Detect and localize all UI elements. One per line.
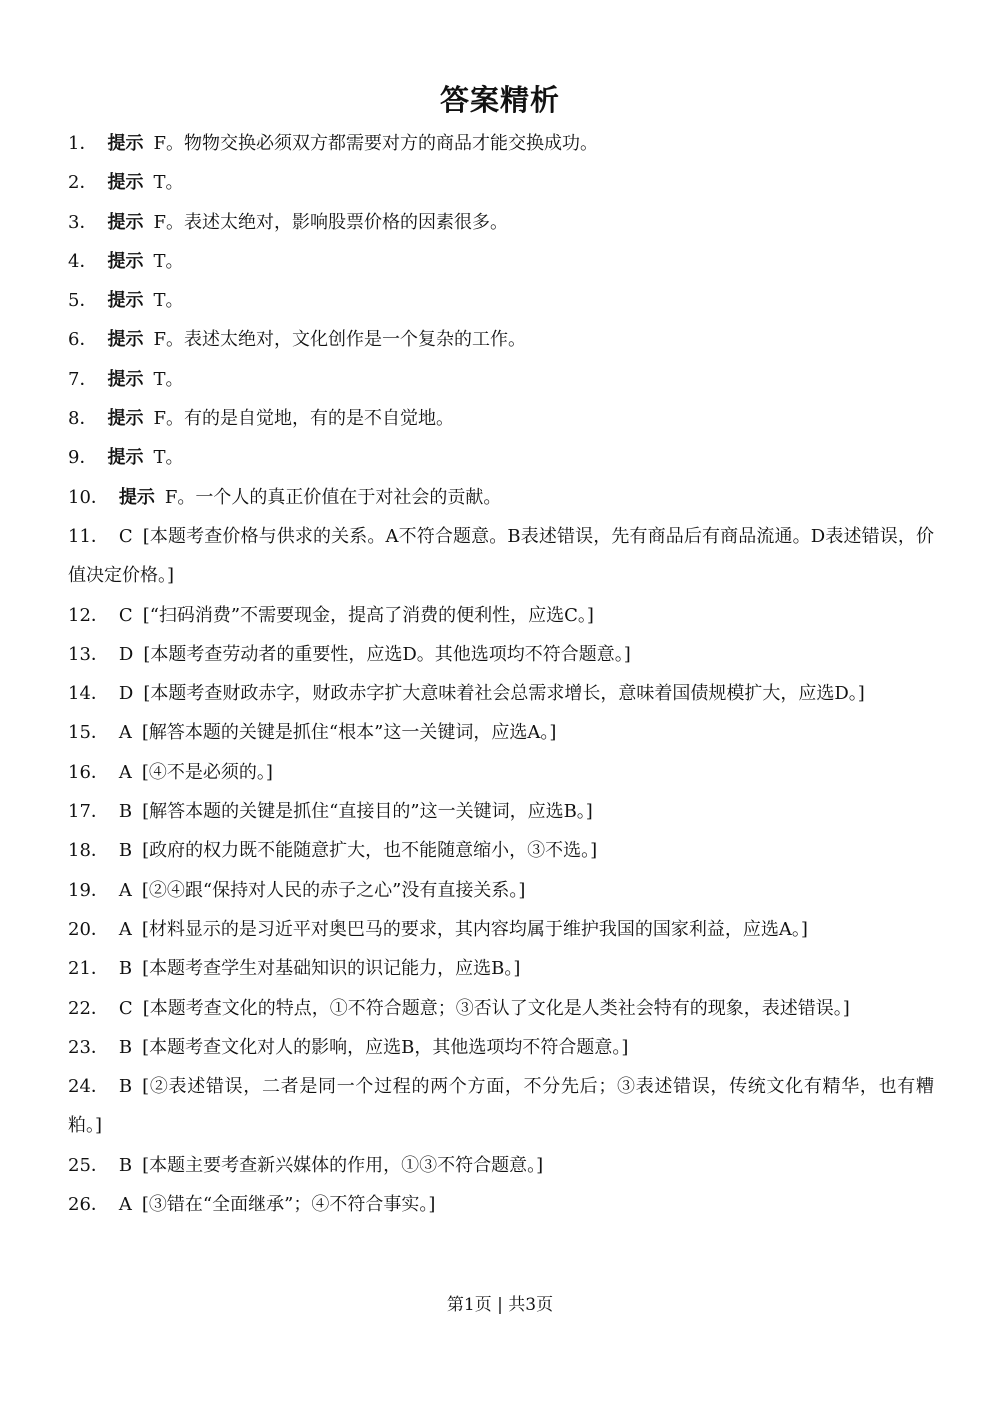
answer-text: F。表述太绝对，影响股票价格的因素很多。 — [153, 211, 508, 233]
item-number: 7． — [68, 368, 98, 390]
hint-label: 提示 — [107, 408, 144, 430]
answer-item — [68, 360, 934, 399]
answer-item — [68, 1146, 934, 1185]
answer-option: A — [118, 1194, 132, 1216]
answer-option: D — [118, 683, 134, 705]
answer-item — [68, 792, 934, 831]
explanation-text: [政府的权力既不能随意扩大，也不能随意缩小，③不选。] — [142, 840, 598, 862]
answer-item — [68, 517, 934, 596]
item-number: 9． — [68, 447, 98, 469]
hint-label: 提示 — [107, 211, 144, 233]
answer-text: F。有的是自觉地，有的是不自觉地。 — [153, 408, 454, 430]
explanation-text: [解答本题的关键是抓住“根本”这一关键词，应选A。] — [141, 722, 557, 744]
answer-option: B — [118, 1076, 133, 1098]
hint-label: 提示 — [118, 486, 155, 508]
item-number: 26． — [68, 1194, 109, 1216]
answer-item — [68, 1067, 934, 1146]
explanation-text: [解答本题的关键是抓住“直接目的”这一关键词，应选B。] — [142, 801, 593, 823]
answer-item — [68, 831, 934, 870]
answer-item — [68, 203, 934, 242]
item-number: 18． — [68, 840, 109, 862]
answer-option: B — [118, 840, 133, 862]
explanation-text: [③错在“全面继承”；④不符合事实。] — [141, 1194, 436, 1216]
item-number: 15． — [68, 722, 109, 744]
answer-option: B — [118, 1154, 133, 1176]
item-number: 20． — [68, 918, 109, 940]
answer-item — [68, 124, 934, 163]
answer-option: B — [118, 1036, 133, 1058]
item-number: 16． — [68, 761, 109, 783]
answer-option: D — [118, 643, 134, 665]
item-number: 25． — [68, 1154, 109, 1176]
answer-item — [68, 438, 934, 477]
answer-text: T。 — [153, 447, 184, 469]
answer-item — [68, 478, 934, 517]
answer-item — [68, 281, 934, 320]
answer-item — [68, 635, 934, 674]
answer-option: B — [118, 801, 133, 823]
answer-text: T。 — [153, 172, 184, 194]
explanation-text: [②④跟“保持对人民的赤子之心”没有直接关系。] — [141, 879, 526, 901]
answer-text: F。物物交换必须双方都需要对方的商品才能交换成功。 — [153, 133, 598, 154]
explanation-text: [本题考查学生对基础知识的识记能力，应选B。] — [142, 958, 521, 980]
answer-item — [68, 989, 934, 1028]
answer-item — [68, 674, 934, 713]
item-number: 24． — [68, 1076, 109, 1098]
item-number: 8． — [68, 408, 98, 430]
answer-item — [68, 949, 934, 988]
answer-item — [68, 713, 934, 752]
explanation-text: [本题考查价格与供求的关系。A不符合题意。B表述错误，先有商品后有商品流通。D表述错误，价值决定价格。] — [68, 525, 934, 587]
explanation-text: [本题考查劳动者的重要性，应选D。其他选项均不符合题意。] — [143, 643, 631, 665]
answer-item — [68, 163, 934, 202]
item-number: 14． — [68, 683, 109, 705]
answer-option: A — [118, 879, 132, 901]
answer-item — [68, 753, 934, 792]
item-number: 5． — [68, 290, 98, 312]
answer-item — [68, 1185, 934, 1224]
item-number: 10． — [68, 486, 109, 508]
answer-option: A — [118, 918, 132, 940]
explanation-text: [本题考查文化的特点，①不符合题意；③否认了文化是人类社会特有的现象，表述错误。] — [142, 997, 850, 1019]
answer-option: A — [118, 722, 132, 744]
answer-text: T。 — [153, 368, 184, 390]
explanation-text: [④不是必须的。] — [141, 761, 273, 783]
answer-text: F。表述太绝对，文化创作是一个复杂的工作。 — [153, 329, 526, 351]
answer-text: T。 — [153, 290, 184, 312]
answer-option: C — [118, 604, 133, 626]
item-number: 3． — [68, 211, 98, 233]
answer-item — [68, 910, 934, 949]
answer-item — [68, 399, 934, 438]
item-number: 23． — [68, 1036, 109, 1058]
hint-label: 提示 — [107, 133, 144, 154]
answer-item — [68, 596, 934, 635]
answer-text: T。 — [153, 250, 184, 272]
item-number: 17． — [68, 801, 109, 823]
item-number: 21． — [68, 958, 109, 980]
item-number: 1． — [68, 133, 98, 154]
page-footer: 第1页 | 共3页 — [446, 1295, 554, 1315]
item-number: 12． — [68, 604, 109, 626]
hint-label: 提示 — [107, 172, 144, 194]
item-number: 11． — [68, 525, 109, 547]
hint-label: 提示 — [107, 290, 144, 312]
answer-option: B — [118, 958, 133, 980]
explanation-text: [本题考查文化对人的影响，应选B，其他选项均不符合题意。] — [142, 1036, 629, 1058]
item-number: 6． — [68, 329, 98, 351]
explanation-text: [②表述错误，二者是同一个过程的两个方面，不分先后；③表述错误，传统文化有精华，也有糟粕。] — [68, 1076, 934, 1137]
answer-item — [68, 871, 934, 910]
answer-text: F。一个人的真正价值在于对社会的贡献。 — [164, 486, 502, 508]
hint-label: 提示 — [107, 447, 144, 469]
hint-label: 提示 — [107, 368, 144, 390]
answer-option: C — [118, 525, 133, 547]
explanation-text: [本题考查财政赤字，财政赤字扩大意味着社会总需求增长，意味着国债规模扩大，应选D。] — [143, 683, 865, 705]
hint-label: 提示 — [107, 250, 144, 272]
item-number: 22． — [68, 997, 109, 1019]
answer-option: A — [118, 761, 132, 783]
explanation-text: [本题主要考查新兴媒体的作用，①③不符合题意。] — [142, 1154, 544, 1176]
item-number: 4． — [68, 250, 98, 272]
page-title: 答案精析 — [439, 83, 560, 117]
hint-label: 提示 — [107, 329, 144, 351]
explanation-text: [“扫码消费”不需要现金，提高了消费的便利性，应选C。] — [142, 604, 594, 626]
explanation-text: [材料显示的是习近平对奥巴马的要求，其内容均属于维护我国的国家利益，应选A。] — [141, 918, 808, 940]
answer-list — [68, 124, 934, 1224]
answer-option: C — [118, 997, 133, 1019]
item-number: 13． — [68, 643, 109, 665]
answer-item — [68, 1028, 934, 1067]
answer-item — [68, 320, 934, 359]
answer-item — [68, 242, 934, 281]
item-number: 2． — [68, 172, 98, 194]
item-number: 19． — [68, 879, 109, 901]
